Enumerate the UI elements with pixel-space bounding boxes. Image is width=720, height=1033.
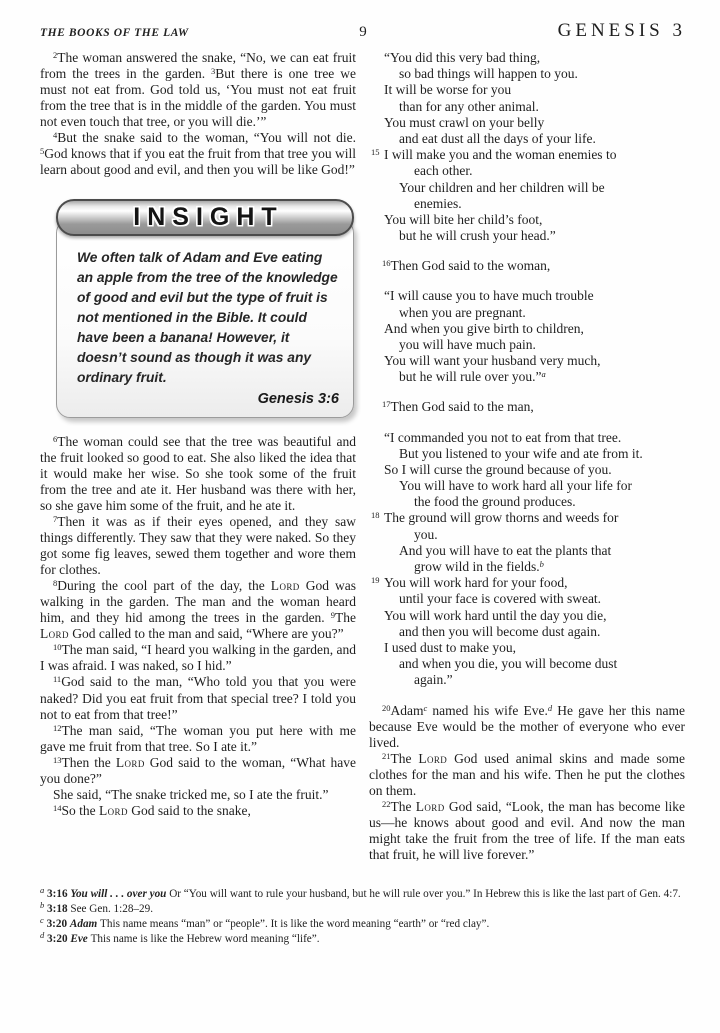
poetry-line bbox=[384, 305, 685, 321]
text-run: so bad things will happen to you. bbox=[399, 66, 578, 82]
left-column bbox=[40, 50, 356, 863]
verse-paragraph bbox=[369, 399, 685, 415]
footnotes bbox=[40, 887, 686, 947]
text-run: Adam bbox=[390, 702, 424, 718]
right-column bbox=[369, 50, 685, 863]
verse-number: 12 bbox=[53, 722, 62, 733]
text-run: Then God said to the man, bbox=[390, 399, 534, 415]
book-chapter-title: GENESIS 3 bbox=[557, 20, 686, 41]
footnote-marker: c bbox=[423, 702, 428, 713]
text-run: But there is one tree we must not eat from. God told us, ‘You must not eat fruit from the tree that is in the middle of the garden. You must not even touch that tree, or you will die.’” bbox=[40, 66, 356, 130]
text-run: I will make you and the woman enemies to bbox=[384, 147, 617, 163]
text-run: enemies. bbox=[414, 195, 462, 211]
poetry-line bbox=[384, 640, 685, 656]
poetry-line bbox=[384, 591, 685, 607]
poetry-line: $^{18}$ The ground will grow thorns and weeds for bbox=[371, 510, 619, 526]
text-run: And when you give birth to children, bbox=[384, 320, 584, 336]
text-run: He gave her this name because Eve would be the mother of everyone who ever lived. bbox=[369, 702, 686, 750]
verse-number: 4 bbox=[53, 130, 58, 141]
page-header bbox=[40, 20, 686, 42]
two-column-text bbox=[40, 50, 686, 863]
text-run: The woman could see that the tree was beautiful and the fruit looked so good to eat. She also liked the idea that it would make her wise. So she took some of the fruit from the tree and ate it. Her husband was there with her, so she gave him some of the fruit, and he ate it. bbox=[40, 433, 356, 513]
poetry-line bbox=[384, 624, 685, 640]
footnote-marker: a bbox=[541, 369, 546, 380]
text-run: She said, “The snake tricked me, so I ate the fruit.” bbox=[53, 786, 329, 802]
text-run: The bbox=[390, 798, 416, 814]
insight-box bbox=[56, 199, 354, 418]
divine-name: Lord bbox=[115, 754, 145, 770]
text-run: but he will crush your head.” bbox=[399, 228, 556, 244]
poetry-line bbox=[384, 212, 685, 228]
poetry-line bbox=[384, 543, 685, 559]
poetry-line bbox=[384, 115, 685, 131]
verse-number: 6 bbox=[53, 433, 58, 444]
footnote-marker: b bbox=[40, 900, 45, 911]
poetry-line bbox=[384, 462, 685, 478]
divine-name: Lord bbox=[40, 626, 69, 642]
verse-number: 2 bbox=[53, 50, 58, 60]
insight-title-bar bbox=[56, 199, 354, 236]
insight-title: INSIGHT bbox=[133, 202, 284, 231]
page-number: 9 bbox=[359, 24, 367, 40]
text-run: God said to the man, “Who told you that you were naked? Did you eat fruit from that special tree? I told you not to eat from that tree!” bbox=[40, 674, 356, 722]
poetry-line bbox=[384, 50, 685, 66]
verse-number: 3 bbox=[211, 66, 216, 77]
text-run: The woman answered the snake, “No, we can eat fruit from the trees in the garden. bbox=[40, 50, 356, 82]
text-run: God was walking in the garden. The man and the woman heard him, and they hid among the trees in the garden. bbox=[40, 578, 356, 626]
text-run: named his wife Eve. bbox=[427, 702, 548, 718]
poetry-line bbox=[384, 131, 685, 147]
insight-body bbox=[56, 219, 354, 418]
text-run: again.” bbox=[414, 672, 453, 688]
text-run: grow wild in the fields. bbox=[414, 559, 540, 574]
text-run: The bbox=[335, 610, 356, 626]
verse-paragraph bbox=[40, 642, 356, 674]
verse-number: 14 bbox=[53, 802, 62, 813]
text-run: and when you die, you will become dust bbox=[399, 656, 618, 672]
text-run: But you listened to your wife and ate from it. bbox=[399, 445, 643, 461]
text-run: But the snake said to the woman, “You will not die. bbox=[57, 130, 356, 146]
footnote-reference: 3:20 bbox=[43, 917, 70, 930]
text-run: “I will cause you to have much trouble bbox=[384, 288, 594, 304]
text-run: During the cool part of the day, the bbox=[57, 578, 271, 594]
text-run: You will have to work hard all your life for bbox=[399, 478, 632, 494]
text-run: each other. bbox=[414, 163, 473, 179]
text-run: The ground will grow thorns and weeds for bbox=[384, 510, 619, 526]
text-run: you. bbox=[414, 526, 438, 542]
text-run: than for any other animal. bbox=[399, 98, 539, 114]
text-run: and then you will become dust again. bbox=[399, 623, 601, 639]
text-run: God said, “Look, the man has become like us—he knows about good and evil. And now the man might take the fruit from the tree of life. If the man eats that fruit, he will live forever.” bbox=[369, 798, 685, 863]
divine-name: Lord bbox=[99, 802, 128, 818]
poetry-line bbox=[384, 559, 685, 575]
poetry-line bbox=[384, 337, 685, 353]
poetry-line bbox=[384, 66, 685, 82]
footnote-text: This name is like the Hebrew word meaning “life”. bbox=[90, 932, 320, 945]
text-run: You will work hard until the day you die, bbox=[384, 607, 607, 623]
text-run: and eat dust all the days of your life. bbox=[399, 130, 596, 146]
verse-paragraph bbox=[369, 799, 685, 863]
verse-number: 8 bbox=[53, 578, 58, 589]
text-run: Then God said to the woman, bbox=[390, 258, 551, 274]
verse-paragraph bbox=[40, 755, 356, 787]
text-run: you will have much pain. bbox=[399, 336, 536, 352]
poetry-line bbox=[384, 656, 685, 672]
poetry-line bbox=[384, 430, 685, 446]
text-run: Then the bbox=[61, 754, 116, 770]
text-run: the food the ground produces. bbox=[414, 494, 576, 510]
text-run: until your face is covered with sweat. bbox=[399, 591, 602, 607]
verse-number: 20 bbox=[382, 702, 391, 713]
poetry-block bbox=[369, 50, 685, 244]
text-run: Your children and her children will be bbox=[399, 179, 605, 195]
verse-paragraph bbox=[40, 578, 356, 642]
footnote bbox=[40, 929, 686, 947]
divine-name: Lord bbox=[415, 798, 445, 814]
text-run: You will work hard for your food, bbox=[384, 575, 568, 591]
verse-number: 5 bbox=[40, 146, 45, 157]
poetry-line bbox=[384, 527, 685, 543]
footnote-reference: 3:18 bbox=[44, 903, 71, 916]
footnote-marker: b bbox=[539, 559, 544, 569]
poetry-block bbox=[369, 288, 685, 385]
insight-reference: Genesis 3:6 bbox=[257, 390, 339, 407]
text-run: “You did this very bad thing, bbox=[384, 50, 541, 65]
text-run: The man said, “I heard you walking in the garden, and I was afraid. I was naked, so I hid.” bbox=[40, 642, 356, 674]
poetry-line bbox=[384, 369, 685, 385]
text-run: You will want your husband very much, bbox=[384, 353, 601, 369]
text-run: You must crawl on your belly bbox=[384, 114, 545, 130]
verse-paragraph bbox=[40, 803, 356, 819]
poetry-line bbox=[384, 478, 685, 494]
poetry-line bbox=[384, 82, 685, 98]
verse-paragraph bbox=[40, 434, 356, 514]
text-run: It will be worse for you bbox=[384, 82, 512, 98]
text-run: So I will curse the ground because of you. bbox=[384, 461, 612, 477]
footnote-text: This name means “man” or “people”. It is like the word meaning “earth” or “red clay”. bbox=[100, 917, 490, 930]
poetry-line: $^{19}$ You will work hard for your food, bbox=[371, 575, 568, 591]
footnote-marker: d bbox=[40, 929, 45, 940]
poetry-line bbox=[384, 608, 685, 624]
poetry-line bbox=[384, 228, 685, 244]
text-run: but he will rule over you.” bbox=[399, 369, 542, 385]
verse-paragraph bbox=[40, 50, 356, 130]
footnote-reference: 3:20 bbox=[44, 932, 71, 945]
insight-text: We often talk of Adam and Eve eating an apple from the tree of the knowledge of good and evil but the type of fruit is not mentioned in the Bible. It could have been a banana! However, it doesn’t sound as though it was any ordinary fruit. bbox=[77, 249, 338, 385]
verse-number: 22 bbox=[382, 798, 391, 809]
footnote-reference: 3:16 bbox=[44, 888, 71, 901]
verse-paragraph bbox=[369, 703, 685, 751]
poetry-line bbox=[384, 196, 685, 212]
verse-paragraph bbox=[40, 514, 356, 578]
verse-paragraph bbox=[369, 751, 685, 799]
poetry-line bbox=[384, 180, 685, 196]
text-run: God said to the snake, bbox=[127, 802, 251, 818]
text-run: And you will have to eat the plants that bbox=[399, 542, 612, 558]
footnote-term: You will . . . over you bbox=[70, 888, 170, 901]
footnote-term: Eve bbox=[70, 932, 91, 945]
footnote-text: See Gen. 1:28–29. bbox=[70, 903, 154, 916]
footnote bbox=[40, 887, 686, 902]
text-run: You will bite her child’s foot, bbox=[384, 211, 543, 227]
poetry-line bbox=[384, 494, 685, 510]
text-run: God called to the man and said, “Where are you?” bbox=[68, 626, 344, 642]
verse-number: 21 bbox=[382, 750, 391, 761]
poetry-line bbox=[384, 288, 685, 304]
poetry-line bbox=[384, 321, 685, 337]
text-run: I used dust to make you, bbox=[384, 639, 516, 655]
text-run: Then it was as if their eyes opened, and they saw things differently. They saw that they were naked. So they got some fig leaves, sewed them together and wore them for clothes. bbox=[40, 513, 356, 577]
text-run: The man said, “The woman you put here with me gave me fruit from that tree. So I ate it.” bbox=[40, 722, 356, 754]
poetry-line bbox=[384, 99, 685, 115]
verse-paragraph bbox=[369, 258, 685, 274]
verse-number: 16 bbox=[382, 258, 391, 269]
footnote-term: Adam bbox=[69, 917, 101, 930]
verse-number: 9 bbox=[330, 610, 335, 621]
footnote-text: Or “You will want to rule your husband, but he will rule over you.” In Hebrew this is like the last part of Gen. 4:7. bbox=[169, 888, 681, 901]
section-title: THE BOOKS OF THE LAW bbox=[40, 27, 189, 39]
verse-paragraph bbox=[40, 787, 356, 803]
text-run: God said to the woman, “What have you done?” bbox=[40, 754, 357, 786]
poetry-block bbox=[369, 430, 685, 689]
poetry-line: $^{15}$ I will make you and the woman enemies to bbox=[371, 147, 617, 163]
divine-name: Lord bbox=[270, 578, 300, 594]
text-run: when you are pregnant. bbox=[399, 304, 526, 320]
poetry-line bbox=[384, 353, 685, 369]
poetry-line bbox=[384, 446, 685, 462]
text-run: The bbox=[390, 750, 419, 766]
footnote-marker: c bbox=[40, 914, 44, 925]
text-run: So the bbox=[61, 802, 100, 818]
footnote-marker: a bbox=[40, 885, 45, 896]
verse-number: 11 bbox=[53, 674, 62, 685]
footnote bbox=[40, 902, 686, 917]
footnote bbox=[40, 914, 686, 932]
divine-name: Lord bbox=[418, 750, 448, 766]
text-run: God used animal skins and made some clothes for the man and his wife. Then he put the clothes on them. bbox=[369, 750, 685, 798]
verse-paragraph bbox=[40, 723, 356, 755]
verse-paragraph bbox=[40, 130, 356, 178]
poetry-line bbox=[384, 163, 685, 179]
verse-number: 10 bbox=[53, 642, 62, 653]
verse-number: 7 bbox=[53, 513, 58, 524]
poetry-line bbox=[384, 672, 685, 688]
verse-number: 17 bbox=[382, 399, 391, 410]
text-run: “I commanded you not to eat from that tree. bbox=[384, 429, 622, 445]
footnote-marker: d bbox=[547, 702, 553, 713]
verse-number: 13 bbox=[53, 754, 62, 765]
verse-paragraph bbox=[40, 674, 356, 722]
text-run: God knows that if you eat the fruit from that tree you will learn about good and evil, and then you will be like God!” bbox=[40, 146, 356, 178]
